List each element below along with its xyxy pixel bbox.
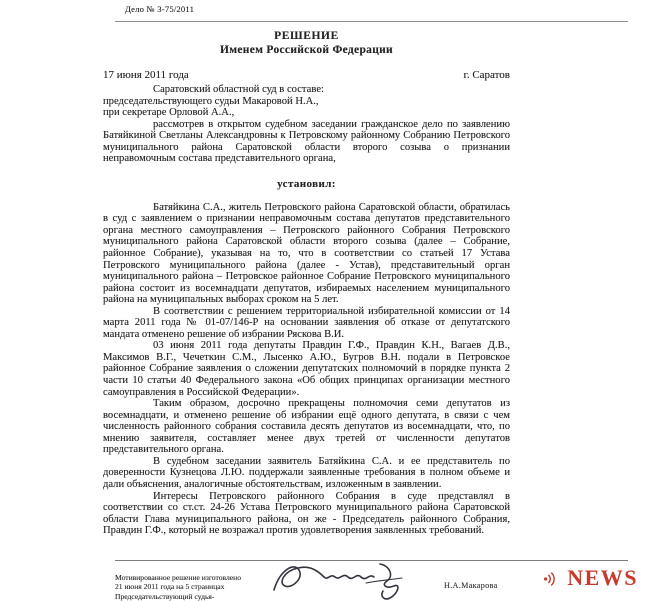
case-intro-paragraph: рассмотрев в открытом судебном заседании гражданское дело по заявлению Батяйкиной Светланы Александровны к Петровскому районному Собранию Петровского муниципального района Саратовской области второго созыва о признании неправомочным состава представительного органа, xyxy=(103,118,510,165)
news-logo-text: NEWS xyxy=(567,565,638,590)
news-watermark xyxy=(542,565,638,591)
footer-note xyxy=(115,573,241,601)
body-paragraph: Батяйкина С.А., житель Петровского района Саратовской области, обратилась в суд с заявлением о признании неправомочным состава депутатов представительного органа местного самоуправления – Петровского районного Собрания Петровского муниципального района Саратовской области второго созыва (далее – Собрание, районное Собрание), указывая на то, что в соответствии со статьей 17 Устава Петровского муниципального района (далее - Устав), представительный орган муниципального района – Петровское районное Собрание Петровского муниципального района состоит из восемнадцати депутатов, избираемых населением муниципального района на муниципальных выборах сроком на 5 лет. xyxy=(103,201,510,306)
body-paragraph: 03 июня 2011 года депутаты Правдин Г.Ф., Правдин К.Н., Вагаев Д.В., Максимов В.Г., Чечеткин С.М., Лысенко А.Ю., Бугров В.Н. подали в Петровское районное Собрание заявления о сложении депутатских полномочий в порядке пункта 2 части 10 статьи 40 Федерального закона «Об общих принципах организации местного самоуправления в Российской Федерации». xyxy=(103,340,510,398)
body-paragraph: Таким образом, досрочно прекращены полномочия семи депутатов из восемнадцати, и отменено решение об избрании ещё одного депутата, в связи с чем численность районного собрания составила десять депутатов из восемнадцати, что, по мнению заявителя, составляет менее двух третей от численности депутатов представительного органа. xyxy=(103,398,510,456)
decision-date: 17 июня 2011 года xyxy=(103,69,189,81)
judge-line: председательствующего судьи Макаровой Н.А., xyxy=(103,95,319,107)
broadcast-waves-icon xyxy=(542,571,558,587)
ruling-word: установил: xyxy=(277,177,336,190)
footer-note-line: 21 июня 2011 года на 5 страницах xyxy=(115,582,225,592)
composition-intro: Саратовский областной суд в составе: xyxy=(153,84,324,95)
document-subtitle: Именем Российской Федерации xyxy=(220,44,393,56)
body-paragraph: В соответствии с решением территориальной избирательной комиссии от 14 марта 2011 года № 01-07/146-Р на основании заявления об отказе от депутатского мандата отменено решение об избрании Ряскова В.И. xyxy=(103,305,510,340)
document-title: РЕШЕНИЕ xyxy=(274,30,339,42)
secretary-line: при секретаре Орловой А.А., xyxy=(103,107,235,119)
footer-note-line: Мотивированное решение изготовлено xyxy=(115,573,242,582)
document-body xyxy=(103,202,510,537)
decision-city: г. Саратов xyxy=(463,69,510,81)
date-row xyxy=(103,69,510,81)
footer-note-line: Председательствующий судья- xyxy=(115,591,215,601)
court-composition xyxy=(103,84,510,165)
judge-name: Н.А.Макарова xyxy=(444,581,498,590)
body-paragraph: Интересы Петровского районного Собрания в суде представлял в соответствии со ст.ст. 24-26 Устава Петровского муниципального района Саратовской области Глава муниципального района, он же - Председатель районного Собрания, Правдин Г.Ф., который не возражал против удовлетворения заявленных требований. xyxy=(103,490,510,537)
body-paragraph: В судебном заседании заявитель Батяйкина С.А. и ее представитель по доверенности Кузнецова Л.Ю. поддержали заявленные требования в полном объеме и дали объяснения, аналогичные обстоятельствам, изложенным в заявлении. xyxy=(103,455,510,490)
judge-signature xyxy=(268,556,428,601)
case-number: Дело № 3-75/2011 xyxy=(125,4,195,14)
